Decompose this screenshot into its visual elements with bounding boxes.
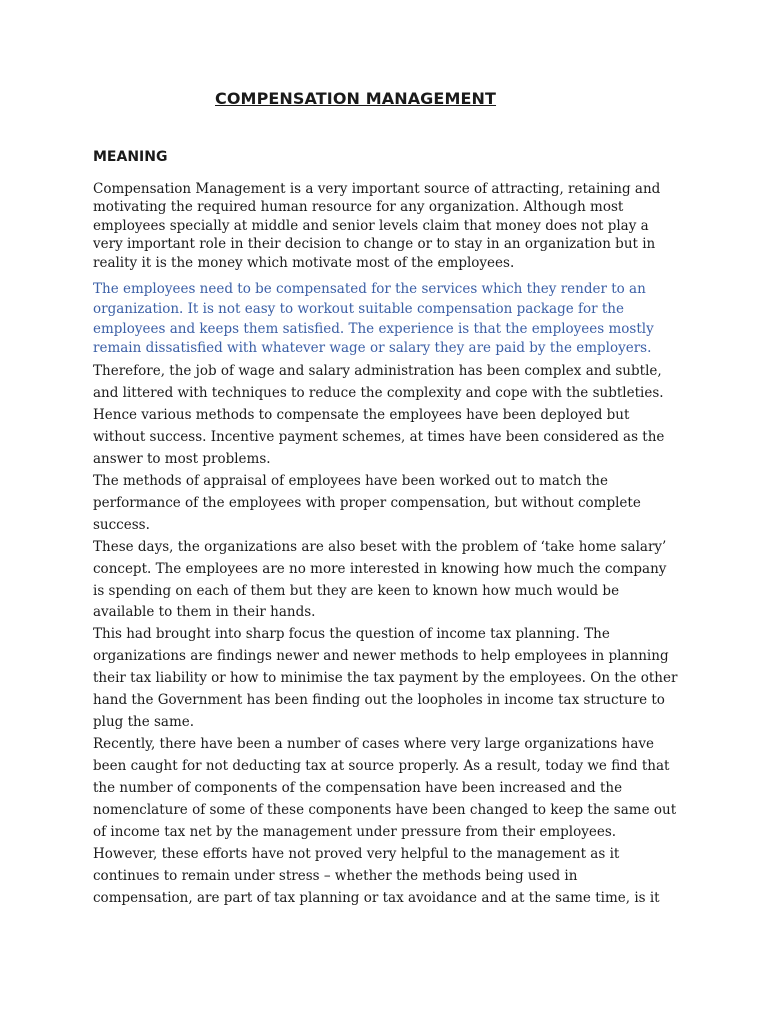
section-heading: MEANING <box>93 149 168 165</box>
paragraph: This had brought into sharp focus the question of income tax planning. The organizations are findings newer and newer methods to help employees in planning their tax liability or how to minimise the tax payment by the employees. On the other hand the Government has been finding out the loopholes in income tax structure to plug the same. <box>93 626 678 731</box>
paragraph: The methods of appraisal of employees have been worked out to match the performance of the employees with proper compensation, but without complete success. <box>93 472 641 533</box>
paragraph-intro: Compensation Management is a very important source of attracting, retaining and motivating the required human resource for any organization. Although most employees specially at middle and senior levels claim that money does not play a very important role in their decision to change or to stay in an organization but in reality it is the money which motivate most of the employees. <box>93 181 661 271</box>
paragraph: Therefore, the job of wage and salary administration has been complex and subtle, and littered with techniques to reduce the complexity and cope with the subtleties. Hence various methods to compensate the employees have been deployed but without success. Incentive payment schemes, at times have been considered as the answer to most problems. <box>93 363 665 467</box>
paragraph: These days, the organizations are also beset with the problem of ‘take home salary’ concept. The employees are no more interested in knowing how much the company is spending on each of them but they are keen to known how much would be available to them in their hands. <box>93 538 667 621</box>
paragraph: However, these efforts have not proved very helpful to the management as it continues to remain under stress – whether the methods being used in compensation, are part of tax planning or tax avoidance and at the same time, is it <box>93 845 660 906</box>
body-text <box>93 361 678 910</box>
document-title: COMPENSATION MANAGEMENT <box>215 89 497 108</box>
paragraph-highlighted: The employees need to be compensated for the services which they render to an organization. It is not easy to workout suitable compensation package for the employees and keeps them satisfied. The experience is that the employees mostly remain dissatisfied with whatever wage or salary they are paid by the employers. <box>93 281 654 357</box>
paragraph: Recently, there have been a number of cases where very large organizations have been caught for not deducting tax at source properly. As a result, today we find that the number of components of the compensation have been increased and the nomenclature of some of these components have been changed to keep the same out of income tax net by the management under pressure from their employees. <box>93 736 677 841</box>
